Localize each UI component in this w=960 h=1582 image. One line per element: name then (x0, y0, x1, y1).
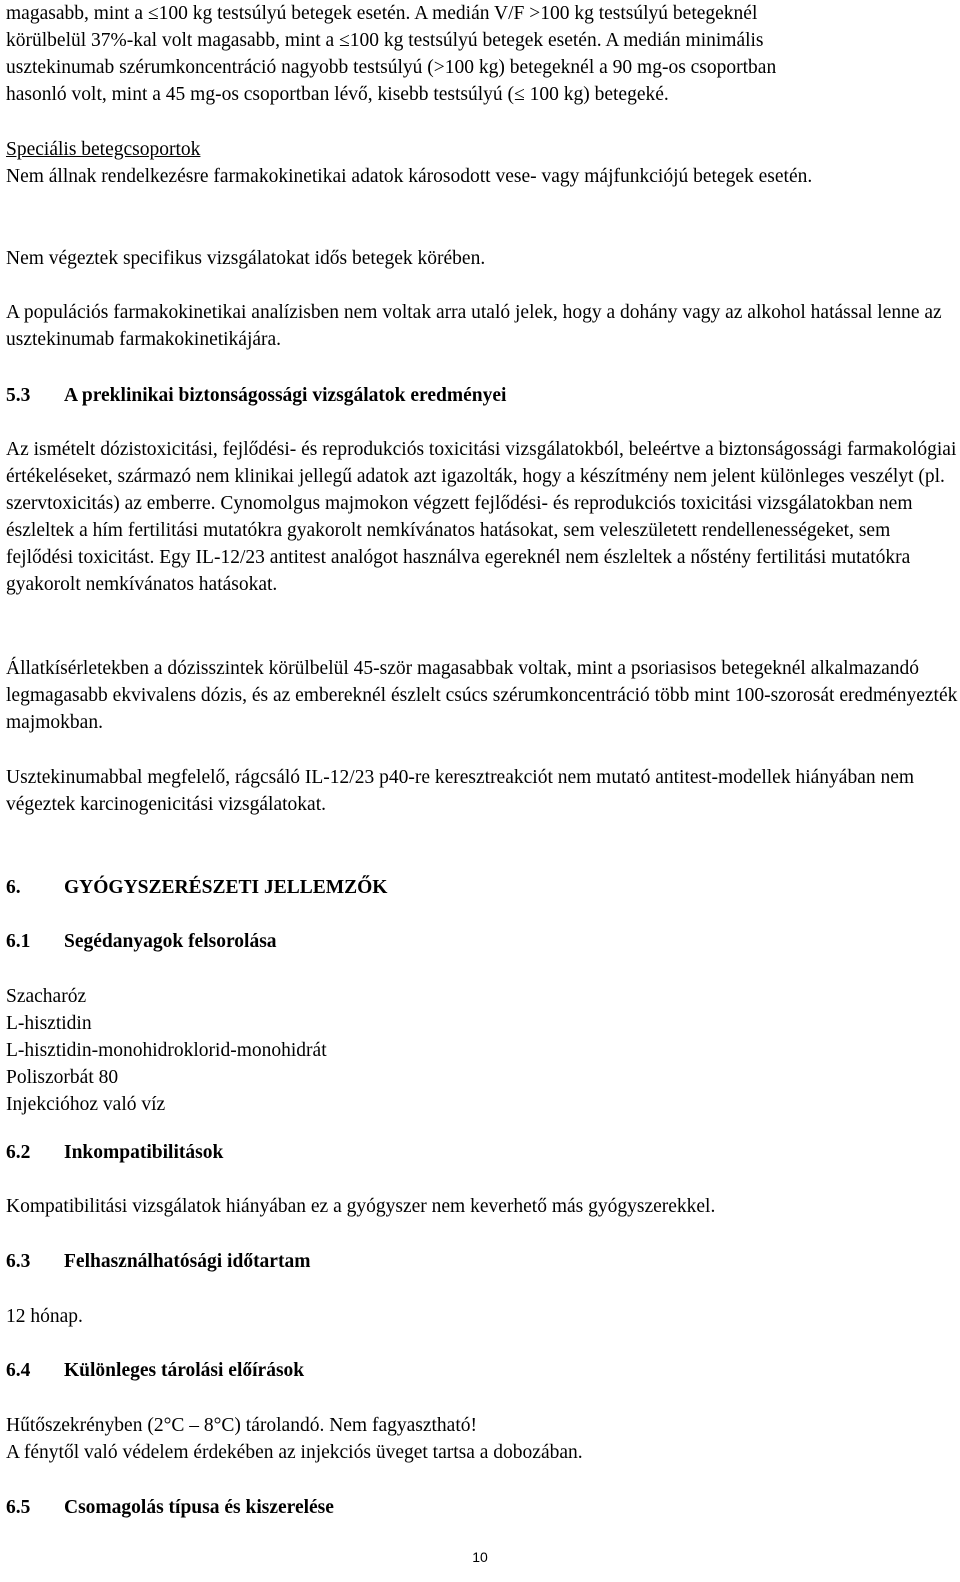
section-title: Segédanyagok felsorolása (64, 931, 277, 952)
section-6-3-heading (6, 1248, 310, 1275)
intro-line: usztekinumab szérumkoncentráció nagyobb testsúlyú (>100 kg) betegeknél a 90 mg-os csoportban (6, 57, 777, 78)
special-populations-text-3: A populációs farmakokinetikai analízisben nem voltak arra utaló jelek, hogy a dohány vagy az alkohol hatással lenne az usztekinumab farmakokinetikájára. (6, 302, 942, 350)
preclinical-paragraph-3: Usztekinumabbal megfelelő, rágcsáló IL-12/23 p40-re keresztreakciót nem mutató antitest-modellek hiányában nem végeztek karcinogenicitási vizsgálatokat. (6, 767, 915, 815)
section-5-3-heading (6, 382, 506, 409)
intro-line: hasonló volt, mint a 45 mg-os csoportban lévő, kisebb testsúlyú (≤ 100 kg) betegeké. (6, 84, 669, 105)
section-6-2-heading (6, 1139, 223, 1166)
special-populations-heading: Speciális betegcsoportok (6, 139, 201, 160)
section-6-4-heading (6, 1357, 304, 1384)
intro-line: körülbelül 37%-kal volt magasabb, mint a ≤100 kg testsúlyú betegek esetén. A medián minimális (6, 30, 764, 51)
storage-text-1: Hűtőszekrényben (2°C – 8°C) tárolandó. Nem fagyasztható! (6, 1415, 477, 1436)
section-number: 6.3 (6, 1251, 31, 1272)
section-number: 6.5 (6, 1497, 31, 1518)
section-title: Különleges tárolási előírások (64, 1360, 305, 1381)
section-number: 6.4 (6, 1360, 31, 1381)
section-title: GYÓGYSZERÉSZETI JELLEMZŐK (64, 877, 388, 898)
incompatibilities-text: Kompatibilitási vizsgálatok hiányában ez a gyógyszer nem keverhető más gyógyszerekkel. (6, 1196, 716, 1217)
page-number: 10 (472, 1549, 488, 1565)
list-item: L-hisztidin (6, 1013, 92, 1034)
section-title: A preklinikai biztonságossági vizsgálatok eredményei (64, 385, 507, 406)
section-title: Csomagolás típusa és kiszerelése (64, 1497, 334, 1518)
section-6-1-heading (6, 928, 277, 955)
intro-line: magasabb, mint a ≤100 kg testsúlyú betegek esetén. A medián V/F >100 kg testsúlyú betegeknél (6, 3, 758, 24)
storage-text-2: A fénytől való védelem érdekében az injekciós üveget tartsa a dobozában. (6, 1442, 583, 1463)
special-populations-text-1: Nem állnak rendelkezésre farmakokinetikai adatok károsodott vese- vagy májfunkciójú betegek esetén. (6, 166, 813, 187)
list-item: Injekcióhoz való víz (6, 1094, 166, 1115)
intro-paragraph (6, 0, 956, 108)
preclinical-paragraph-1: Az ismételt dózistoxicitási, fejlődési- és reprodukciós toxicitási vizsgálatokból, beleértve a biztonságossági farmakológiai értékeléseket, származó nem klinikai jellegű adatok azt igazolták, hogy a készítmény nem jelent különleges veszélyt (pl. szervtoxicitás) az emberre. Cynomolgus majmokon végzett fejlődési- és reprodukciós toxicitási vizsgálatokban nem észleltek a hím fertilitási mutatókra gyakorolt nemkívánatos hatásokat, sem veleszületett rendellenességeket, sem fejlődési toxicitást. Egy IL-12/23 antitest analógot használva egereknél nem észleltek a nőstény fertilitási mutatókra gyakorolt nemkívánatos hatásokat. (6, 439, 957, 595)
section-number: 6. (6, 877, 21, 898)
list-item: L-hisztidin-monohidroklorid-monohidrát (6, 1040, 327, 1061)
shelf-life-text: 12 hónap. (6, 1306, 83, 1327)
list-item: Poliszorbát 80 (6, 1067, 119, 1088)
list-item: Szacharóz (6, 986, 87, 1007)
section-number: 5.3 (6, 385, 31, 406)
section-number: 6.1 (6, 931, 31, 952)
section-title: Inkompatibilitások (64, 1142, 224, 1163)
section-number: 6.2 (6, 1142, 31, 1163)
excipients-list (6, 983, 327, 1118)
section-6-heading (6, 874, 387, 901)
section-6-5-heading (6, 1494, 334, 1521)
section-title: Felhasználhatósági időtartam (64, 1251, 311, 1272)
preclinical-paragraph-2: Állatkísérletekben a dózisszintek körülbelül 45-ször magasabbak voltak, mint a psoriasisos betegeknél alkalmazandó legmagasabb ekvivalens dózis, és az embereknél észlelt csúcs szérumkoncentráció több mint 100-szorosát eredményezték majmokban. (6, 658, 958, 733)
special-populations-text-2: Nem végeztek specifikus vizsgálatokat idős betegek körében. (6, 248, 486, 269)
